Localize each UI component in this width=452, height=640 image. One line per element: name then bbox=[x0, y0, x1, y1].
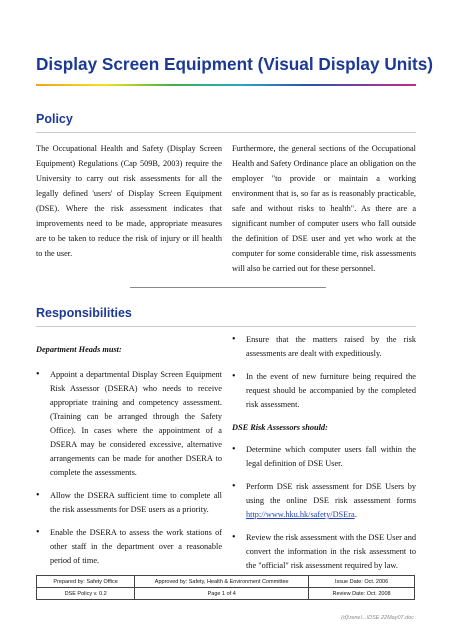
list-item: • Enable the DSERA to assess the work stations of other staff in the department over a reasonable period of time. bbox=[36, 526, 222, 568]
dsera-link[interactable]: http://www.hku.hk/safety/DSEra bbox=[246, 510, 355, 519]
footer-page-number: Page 1 of 4 bbox=[135, 588, 309, 600]
assessors-list bbox=[232, 443, 416, 573]
dept-heads-heading: Department Heads must: bbox=[36, 345, 122, 354]
responsibilities-col-2 bbox=[232, 333, 416, 582]
policy-col-1: The Occupational Health and Safety (Display Screen Equipment) Regulations (Cap 509B, 2003) require the University to carry out risk assessments for all the legally defined 'users' of Display Screen Equipment (DSE). Where the risk assessment indicates that improvements need to be made, appropriate measures are to be taken to reduce the risk of injury or ill health to the user. bbox=[36, 144, 222, 258]
title-rule bbox=[36, 84, 416, 86]
responsibilities-heading-rule bbox=[36, 326, 416, 327]
list-item bbox=[232, 480, 416, 522]
list-item: • Determine which computer users fall within the legal definition of DSE User. bbox=[232, 443, 416, 471]
link-suffix: . bbox=[354, 510, 357, 519]
responsibilities-heading: Responsibilities bbox=[36, 306, 132, 320]
policy-section bbox=[36, 112, 73, 126]
policy-heading: Policy bbox=[36, 112, 73, 126]
footer-table bbox=[36, 575, 415, 600]
footer-prepared: Prepared by: Safety Office bbox=[37, 576, 135, 588]
dept-heads-list-cont bbox=[232, 333, 416, 412]
document-title: Display Screen Equipment (Visual Display Units) bbox=[36, 54, 434, 74]
list-item: • Review the risk assessment with the DSE User and convert the information in the risk assessment to the "official" risk assessment required by law. bbox=[232, 531, 416, 573]
list-item: • Ensure that the matters raised by the risk assessments are dealt with expeditiously. bbox=[232, 333, 416, 361]
list-item: • In the event of new furniture being required the request should be accompanied by the completed risk assessment. bbox=[232, 370, 416, 412]
footer-issue-date: Issue Date: Oct. 2006 bbox=[309, 576, 415, 588]
dept-heads-list bbox=[36, 368, 222, 568]
list-item: • Appoint a departmental Display Screen Equipment Risk Assessor (DSERA) who needs to receive appropriate training and competency assessment. (Training can be arranged through the Safety Office). In cases where the appointment of a DSERA may be considered excessive, alternative arrangements can be made for another DSERA to complete the assessments. bbox=[36, 368, 222, 480]
responsibilities-col-1 bbox=[36, 343, 222, 577]
list-item: • Allow the DSERA sufficient time to complete all the risk assessments for DSE users as a priority. bbox=[36, 489, 222, 517]
policy-heading-rule bbox=[36, 132, 416, 133]
section-divider bbox=[130, 287, 326, 288]
footer-policy-version: DSE Policy v. 0.2 bbox=[37, 588, 135, 600]
file-path: (d)\rene\...\DSE 22May07.doc bbox=[341, 615, 414, 621]
policy-col-2: Furthermore, the general sections of the Occupational Health and Safety Ordinance place an obligation on the employer "to provide or maintain a working environment that is, so far as is reasonably practicable, safe and without risks to health". As there are a significant number of computer users who fall outside the definition of DSE user and yet who work at the computer for some considerable time, risk assessments will also be carried out for these personnel. bbox=[232, 144, 416, 273]
responsibilities-section bbox=[36, 306, 132, 320]
footer-approved: Approved by: Safety, Health & Environment Committee bbox=[135, 576, 309, 588]
assessors-heading: DSE Risk Assessors should: bbox=[232, 423, 328, 432]
footer-review-date: Review Date: Oct. 2008 bbox=[309, 588, 415, 600]
list-item-text: Perform DSE risk assessment for DSE Users by using the online DSE risk assessment forms bbox=[246, 482, 416, 505]
